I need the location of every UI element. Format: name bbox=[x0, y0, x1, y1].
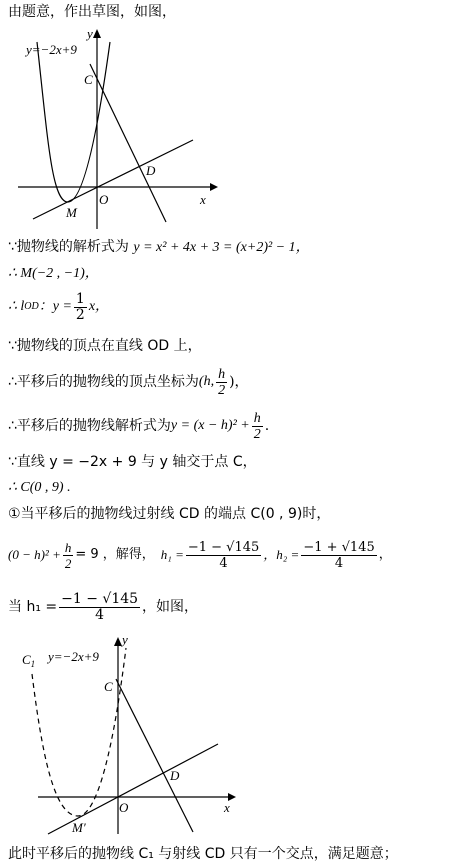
origin-label: O bbox=[119, 800, 129, 815]
line-12: 此时平移后的抛物线 C₁ 与射线 CD 只有一个交点，满足题意； bbox=[8, 846, 398, 862]
line-11: 当 h₁ = $\frac{-1 - √145}{4}$ ，如图， bbox=[8, 590, 199, 623]
figure-1 bbox=[10, 24, 225, 234]
y-axis-arrow bbox=[114, 637, 122, 646]
origin-label: O bbox=[99, 192, 109, 207]
point-m-label: M′ bbox=[72, 820, 86, 835]
figure-2 bbox=[18, 634, 243, 842]
line-7: ∵直线 y = −2x + 9 与 y 轴交于点 C， bbox=[8, 454, 257, 470]
x-axis-arrow bbox=[210, 183, 218, 191]
fraction: $\frac{h}{2}$ bbox=[253, 410, 261, 442]
x-axis-label: x bbox=[200, 192, 206, 207]
line-od bbox=[33, 140, 193, 219]
fraction: $\frac{h}{2}$ bbox=[64, 539, 72, 571]
point-d-label: D bbox=[170, 768, 180, 783]
line-8: ∴ C(0 , 9) . bbox=[8, 480, 71, 495]
line-4: ∵抛物线的顶点在直线 OD 上， bbox=[8, 338, 202, 354]
point-m-label: M bbox=[66, 205, 77, 220]
fraction: $\frac{1}{2}$ bbox=[75, 290, 85, 323]
line-6: ∴平移后的抛物线解析式为 y = (x − h)² + $\frac{h}{2}$ . bbox=[8, 410, 270, 442]
point-c-label: C bbox=[104, 679, 113, 694]
point-c-label: C bbox=[84, 72, 93, 87]
parabola bbox=[37, 42, 110, 202]
line-10: (0 − h)² + $\frac{h}{2}$ = 9 ，解得， h₁ = $\frac{-1 - √145}{4}$ ，h₂ = $\frac{-1 + √145}{4}$ ， bbox=[8, 539, 392, 571]
point-d-label: D bbox=[146, 163, 156, 178]
line-3: ∴ l OD ：y = $\frac{1}{2}$ x， bbox=[8, 290, 110, 323]
y-axis-label: y bbox=[122, 634, 128, 647]
fraction: $\frac{h}{2}$ bbox=[218, 366, 226, 398]
x-axis-label: x bbox=[224, 800, 230, 815]
curve-label: $C_1$ bbox=[22, 652, 36, 669]
fraction-h2: $\frac{-1 + √145}{4}$ bbox=[303, 539, 375, 571]
fraction-h1: $\frac{-1 - √145}{4}$ bbox=[187, 539, 260, 571]
line-1: ∵抛物线的解析式为 y = x² + 4x + 3 = (x+2)² − 1， bbox=[8, 239, 310, 255]
line-label: y=−2x+9 bbox=[48, 649, 99, 664]
y-axis-label: y bbox=[87, 26, 93, 41]
line-5: ∴平移后的抛物线的顶点坐标为 (h, $\frac{h}{2}$ )， bbox=[8, 366, 249, 398]
line-label: y=−2x+9 bbox=[26, 42, 77, 57]
line-9: ①当平移后的抛物线过射线 CD 的端点 C(0 , 9)时， bbox=[8, 506, 331, 522]
y-axis-arrow bbox=[93, 29, 101, 38]
fraction: $\frac{-1 - √145}{4}$ bbox=[61, 590, 139, 623]
translated-parabola bbox=[32, 648, 126, 816]
line-2: ∴ M(−2 , −1)， bbox=[8, 266, 99, 281]
intro-text: 由题意，作出草图，如图， bbox=[8, 4, 176, 20]
